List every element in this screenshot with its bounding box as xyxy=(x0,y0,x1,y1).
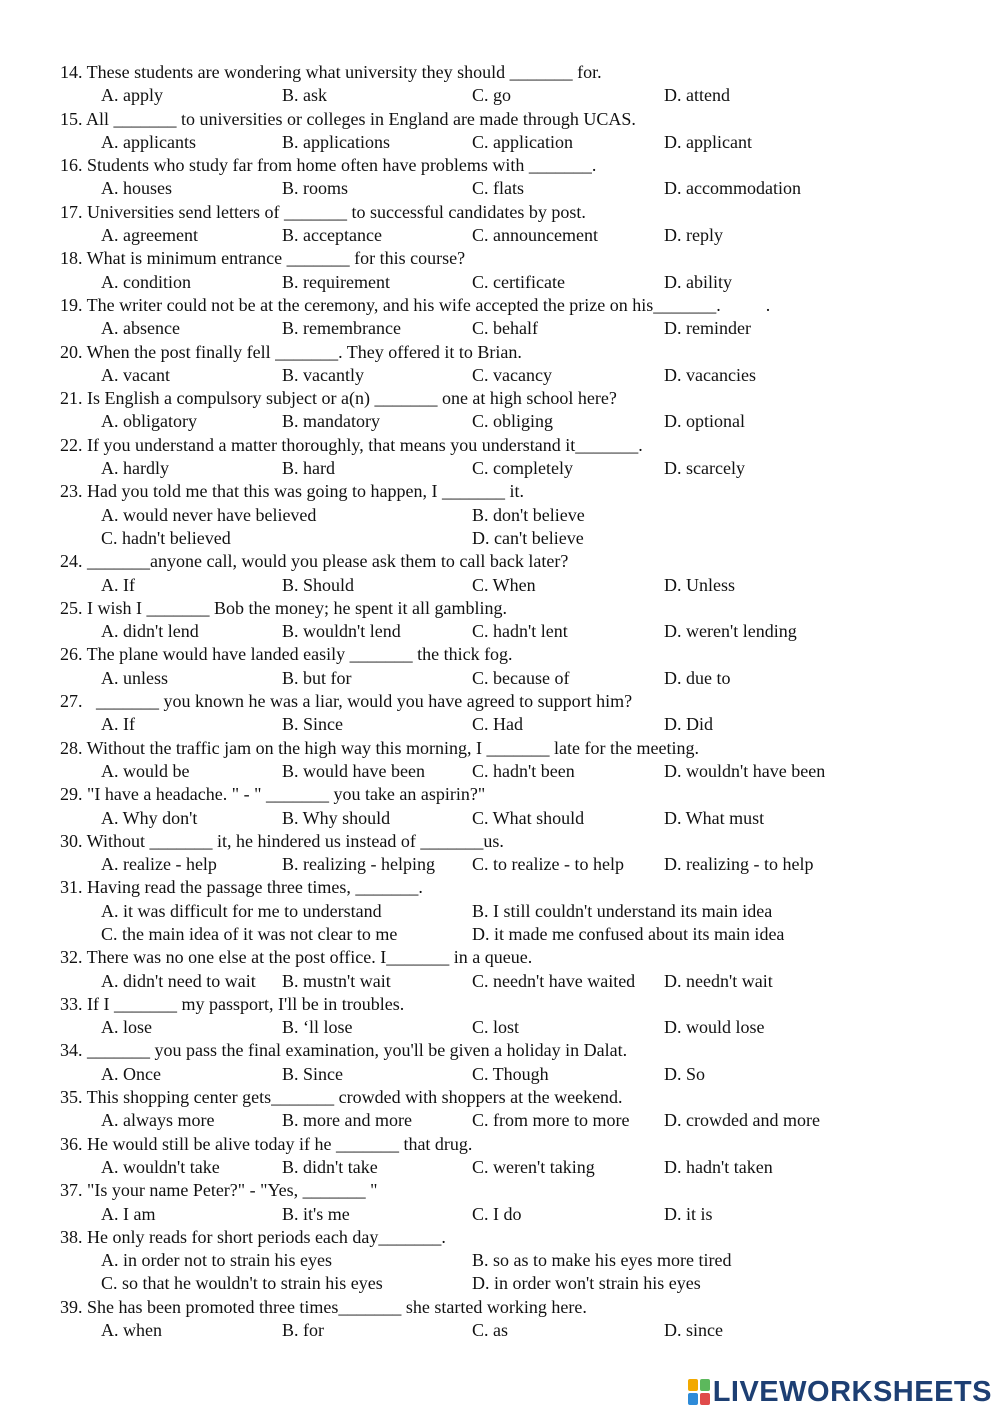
question-stem xyxy=(0,294,1000,317)
question-stem xyxy=(0,154,1000,177)
option-a[interactable]: A. it was difficult for me to understand xyxy=(101,900,382,921)
option-b[interactable]: B. would have been xyxy=(282,760,425,781)
option-d[interactable]: D. crowded and more xyxy=(664,1110,820,1131)
option-a[interactable]: A. I am xyxy=(101,1203,156,1224)
option-c[interactable]: C. application xyxy=(472,131,573,152)
question-text: 27. _______ you known he was a liar, would you have agreed to support him? xyxy=(60,691,633,712)
option-c[interactable]: C. to realize - to help xyxy=(472,854,624,875)
question-text: 30. Without _______ it, he hindered us instead of _______us. xyxy=(60,830,504,851)
question-text: 17. Universities send letters of _______ to successful candidates by post. xyxy=(60,201,586,222)
question-text: 38. He only reads for short periods each day_______. xyxy=(60,1226,446,1247)
question-text: 18. What is minimum entrance _______ for this course? xyxy=(60,248,466,269)
option-c[interactable]: C. Though xyxy=(472,1063,549,1084)
question-stem xyxy=(0,108,1000,131)
options-row xyxy=(0,923,1000,946)
option-a[interactable]: A. realize - help xyxy=(101,854,217,875)
option-b[interactable]: B. it's me xyxy=(282,1203,350,1224)
option-b[interactable]: B. Should xyxy=(282,574,355,595)
question-stem xyxy=(0,434,1000,457)
option-c[interactable]: C. Had xyxy=(472,714,523,735)
options-row xyxy=(0,177,1000,200)
option-a[interactable]: A. apply xyxy=(101,85,163,106)
option-a[interactable]: A. in order not to strain his eyes xyxy=(101,1250,332,1271)
option-c[interactable]: C. hadn't lent xyxy=(472,621,568,642)
worksheet-page xyxy=(0,61,1000,1342)
options-row xyxy=(0,1319,1000,1342)
option-c[interactable]: C. certificate xyxy=(472,271,565,292)
question-text: 28. Without the traffic jam on the high way this morning, I _______ late for the meeting. xyxy=(60,737,699,758)
option-b[interactable]: B. Since xyxy=(282,1063,343,1084)
option-c[interactable]: C. behalf xyxy=(472,318,538,339)
option-a[interactable]: A. wouldn't take xyxy=(101,1156,220,1177)
option-a[interactable]: A. when xyxy=(101,1320,162,1341)
option-b[interactable]: B. I still couldn't understand its main idea xyxy=(472,900,773,921)
liveworksheets-logo-text: LIVEWORKSHEETS xyxy=(712,1375,992,1408)
logo-tile-2 xyxy=(700,1379,710,1391)
option-d[interactable]: D. So xyxy=(664,1063,706,1084)
option-b[interactable]: B. hard xyxy=(282,458,335,479)
option-b[interactable]: B. didn't take xyxy=(282,1156,378,1177)
option-c[interactable]: C. lost xyxy=(472,1017,520,1038)
question-stem xyxy=(0,480,1000,503)
option-b[interactable]: B. vacantly xyxy=(282,364,364,385)
option-d[interactable]: D. reminder xyxy=(664,318,751,339)
option-a[interactable]: A. Once xyxy=(101,1063,161,1084)
option-a[interactable]: A. absence xyxy=(101,318,180,339)
option-a[interactable]: A. unless xyxy=(101,667,168,688)
option-d[interactable]: D. it is xyxy=(664,1203,713,1224)
option-c[interactable]: C. announcement xyxy=(472,225,598,246)
option-a[interactable]: A. lose xyxy=(101,1017,152,1038)
options-row xyxy=(0,271,1000,294)
option-a[interactable]: A. houses xyxy=(101,178,172,199)
option-c[interactable]: C. because of xyxy=(472,667,570,688)
option-b[interactable]: B. realizing - helping xyxy=(282,854,435,875)
option-c[interactable]: C. hadn't believed xyxy=(101,527,231,548)
question-stem xyxy=(0,737,1000,760)
question-text: 31. Having read the passage three times, _______. xyxy=(60,877,423,898)
options-row xyxy=(0,1203,1000,1226)
option-b[interactable]: B. remembrance xyxy=(282,318,401,339)
question-text: 24. _______anyone call, would you please ask them to call back later? xyxy=(60,551,569,572)
options-row xyxy=(0,224,1000,247)
option-c[interactable]: C. vacancy xyxy=(472,364,552,385)
option-a[interactable]: A. didn't need to wait xyxy=(101,970,256,991)
option-d[interactable]: D. accommodation xyxy=(664,178,801,199)
options-row xyxy=(0,807,1000,830)
option-b[interactable]: B. wouldn't lend xyxy=(282,621,401,642)
option-c[interactable]: C. so that he wouldn't to strain his eyes xyxy=(101,1273,383,1294)
options-row xyxy=(0,527,1000,550)
question-text: 20. When the post finally fell _______. They offered it to Brian. xyxy=(60,341,522,362)
option-a[interactable]: A. always more xyxy=(101,1110,215,1131)
option-b[interactable]: B. more and more xyxy=(282,1110,412,1131)
question-stem xyxy=(0,201,1000,224)
logo-tile-4 xyxy=(700,1393,710,1405)
option-a[interactable]: A. If xyxy=(101,714,135,735)
option-d[interactable]: D. applicant xyxy=(664,131,752,152)
option-b[interactable]: B. ask xyxy=(282,85,327,106)
option-d[interactable]: D. reply xyxy=(664,225,723,246)
question-text: 37. "Is your name Peter?" - "Yes, _______ " xyxy=(60,1180,378,1201)
option-c[interactable]: C. weren't taking xyxy=(472,1156,595,1177)
liveworksheets-logo-icon xyxy=(688,1379,710,1405)
question-stem xyxy=(0,1039,1000,1062)
option-d[interactable]: D. realizing - to help xyxy=(664,854,814,875)
question-text: 21. Is English a compulsory subject or a(n) _______ one at high school here? xyxy=(60,388,617,409)
liveworksheets-watermark[interactable] xyxy=(688,1375,992,1409)
option-a[interactable]: A. If xyxy=(101,574,135,595)
option-b[interactable]: B. mandatory xyxy=(282,411,380,432)
question-stem xyxy=(0,1226,1000,1249)
option-c[interactable]: C. What should xyxy=(472,807,585,828)
option-d[interactable]: D. ability xyxy=(664,271,732,292)
question-stem xyxy=(0,1296,1000,1319)
option-b[interactable]: B. acceptance xyxy=(282,225,382,246)
option-a[interactable]: A. agreement xyxy=(101,225,198,246)
question-text: 25. I wish I _______ Bob the money; he spent it all gambling. xyxy=(60,597,507,618)
option-a[interactable]: A. obligatory xyxy=(101,411,197,432)
option-c[interactable]: C. needn't have waited xyxy=(472,970,636,991)
option-a[interactable]: A. condition xyxy=(101,271,191,292)
question-stem xyxy=(0,1133,1000,1156)
options-row xyxy=(0,970,1000,993)
logo-tile-1 xyxy=(688,1379,698,1391)
option-d[interactable]: D. in order won't strain his eyes xyxy=(472,1273,701,1294)
question-stem xyxy=(0,387,1000,410)
question-stem xyxy=(0,690,1000,713)
question-text: 22. If you understand a matter thoroughly, that means you understand it_______. xyxy=(60,434,643,455)
question-text: 39. She has been promoted three times_______ she started working here. xyxy=(60,1296,587,1317)
option-b[interactable]: B. requirement xyxy=(282,271,390,292)
options-row xyxy=(0,364,1000,387)
option-d[interactable]: D. it made me confused about its main idea xyxy=(472,923,785,944)
option-d[interactable]: D. vacancies xyxy=(664,364,756,385)
option-d[interactable]: D. hadn't taken xyxy=(664,1156,773,1177)
options-row xyxy=(0,1249,1000,1272)
options-row xyxy=(0,1063,1000,1086)
question-stem xyxy=(0,946,1000,969)
option-d[interactable]: D. What must xyxy=(664,807,765,828)
options-row xyxy=(0,131,1000,154)
question-text: 36. He would still be alive today if he _______ that drug. xyxy=(60,1133,473,1154)
question-text: 16. Students who study far from home often have problems with _______. xyxy=(60,155,597,176)
option-c[interactable]: C. obliging xyxy=(472,411,554,432)
options-row xyxy=(0,1272,1000,1295)
option-d[interactable]: D. weren't lending xyxy=(664,621,797,642)
option-a[interactable]: A. didn't lend xyxy=(101,621,199,642)
question-stem xyxy=(0,643,1000,666)
options-row xyxy=(0,853,1000,876)
question-text: 23. Had you told me that this was going to happen, I _______ it. xyxy=(60,481,524,502)
option-d[interactable]: D. would lose xyxy=(664,1017,765,1038)
option-a[interactable]: A. would never have believed xyxy=(101,504,317,525)
option-a[interactable]: A. hardly xyxy=(101,458,169,479)
options-row xyxy=(0,1156,1000,1179)
question-text: 19. The writer could not be at the ceremony, and his wife accepted the prize on his_______. . xyxy=(60,294,771,315)
option-a[interactable]: A. Why don't xyxy=(101,807,198,828)
option-c[interactable]: C. I do xyxy=(472,1203,522,1224)
options-row xyxy=(0,410,1000,433)
option-c[interactable]: C. from more to more xyxy=(472,1110,630,1131)
option-c[interactable]: C. completely xyxy=(472,458,573,479)
options-row xyxy=(0,1109,1000,1132)
option-d[interactable]: D. wouldn't have been xyxy=(664,760,826,781)
options-row xyxy=(0,574,1000,597)
option-c[interactable]: C. go xyxy=(472,85,512,106)
question-text: 26. The plane would have landed easily _______ the thick fog. xyxy=(60,644,513,665)
question-text: 33. If I _______ my passport, I'll be in troubles. xyxy=(60,993,405,1014)
option-d[interactable]: D. scarcely xyxy=(664,458,745,479)
question-text: 14. These students are wondering what university they should _______ for. xyxy=(60,62,602,82)
question-stem xyxy=(0,341,1000,364)
question-stem xyxy=(0,247,1000,270)
options-row xyxy=(0,667,1000,690)
question-stem xyxy=(0,1086,1000,1109)
option-d[interactable]: D. Did xyxy=(664,714,713,735)
option-d[interactable]: D. since xyxy=(664,1320,723,1341)
question-text: 15. All _______ to universities or colleges in England are made through UCAS. xyxy=(60,108,636,129)
question-stem xyxy=(0,550,1000,573)
question-stem xyxy=(0,876,1000,899)
option-d[interactable]: D. can't believe xyxy=(472,527,584,548)
question-stem xyxy=(0,1179,1000,1202)
option-a[interactable]: A. would be xyxy=(101,760,190,781)
option-b[interactable]: B. rooms xyxy=(282,178,349,199)
question-stem xyxy=(0,830,1000,853)
question-text: 34. _______ you pass the final examination, you'll be given a holiday in Dalat. xyxy=(60,1040,628,1061)
option-c[interactable]: C. as xyxy=(472,1320,508,1341)
option-d[interactable]: D. attend xyxy=(664,85,730,106)
option-b[interactable]: B. so as to make his eyes more tired xyxy=(472,1250,732,1271)
option-b[interactable]: B. mustn't wait xyxy=(282,970,391,991)
option-b[interactable]: B. ‘ll lose xyxy=(282,1017,353,1038)
logo-tile-3 xyxy=(688,1393,698,1405)
question-stem xyxy=(0,597,1000,620)
options-row xyxy=(0,504,1000,527)
option-b[interactable]: B. Since xyxy=(282,714,343,735)
option-d[interactable]: D. optional xyxy=(664,411,745,432)
options-row xyxy=(0,900,1000,923)
option-b[interactable]: B. applications xyxy=(282,131,390,152)
option-c[interactable]: C. When xyxy=(472,574,536,595)
option-d[interactable]: D. due to xyxy=(664,667,731,688)
option-b[interactable]: B. don't believe xyxy=(472,504,585,525)
option-b[interactable]: B. but for xyxy=(282,667,352,688)
question-text: 29. "I have a headache. " - " _______ you take an aspirin?" xyxy=(60,784,486,805)
question-text: 35. This shopping center gets_______ crowded with shoppers at the weekend. xyxy=(60,1087,623,1108)
option-c[interactable]: C. the main idea of it was not clear to me xyxy=(101,923,398,944)
question-stem xyxy=(0,61,1000,84)
option-d[interactable]: D. Unless xyxy=(664,574,735,595)
option-a[interactable]: A. applicants xyxy=(101,131,196,152)
option-b[interactable]: B. for xyxy=(282,1320,324,1341)
option-c[interactable]: C. flats xyxy=(472,178,524,199)
options-row xyxy=(0,317,1000,340)
option-d[interactable]: D. needn't wait xyxy=(664,970,773,991)
options-row xyxy=(0,713,1000,736)
question-stem xyxy=(0,783,1000,806)
options-row xyxy=(0,457,1000,480)
option-b[interactable]: B. Why should xyxy=(282,807,391,828)
option-c[interactable]: C. hadn't been xyxy=(472,760,575,781)
options-row xyxy=(0,84,1000,107)
option-a[interactable]: A. vacant xyxy=(101,364,170,385)
options-row xyxy=(0,1016,1000,1039)
question-stem xyxy=(0,993,1000,1016)
options-row xyxy=(0,620,1000,643)
options-row xyxy=(0,760,1000,783)
question-text: 32. There was no one else at the post office. I_______ in a queue. xyxy=(60,947,533,968)
